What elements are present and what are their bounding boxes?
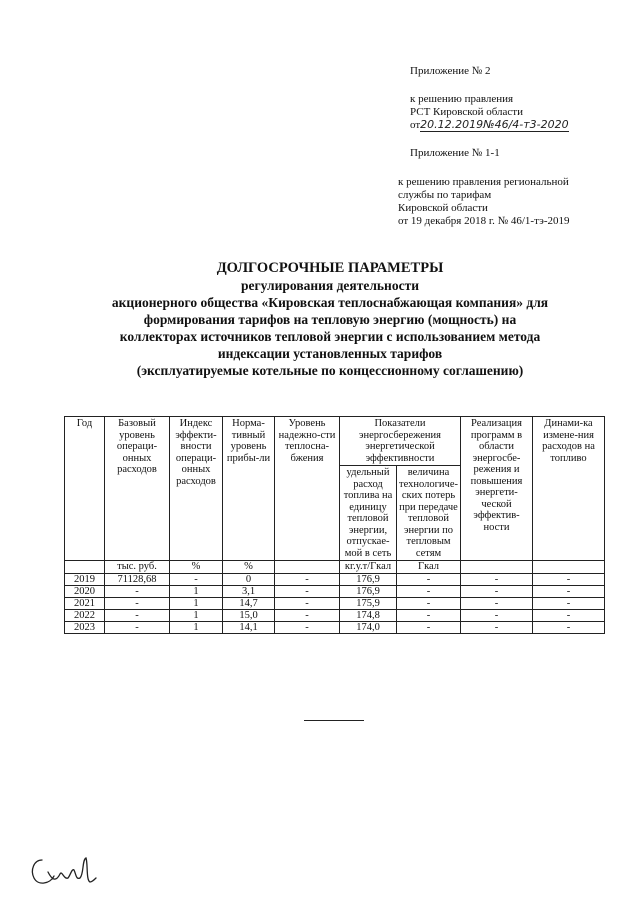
table-row [65,585,605,597]
unit-profit: % [223,561,275,574]
header-fuel-rate: удельный расход топлива на единицу тепловой энергии, отпускае-мой в сеть [340,466,397,561]
cell-dynamics: - [533,597,605,609]
appendix-2-title: Приложение № 2 [410,65,491,77]
appendix-2-date-prefix: от [410,119,421,131]
appendix-1-1-line1: к решению правления региональной [398,176,569,188]
cell-index: 1 [170,621,223,633]
cell-reliability: - [275,621,340,633]
appendix-1-1-title: Приложение № 1-1 [410,147,500,159]
appendix-2-line2: РСТ Кировской области [410,106,523,118]
units-row [65,561,605,574]
cell-year: 2023 [65,621,105,633]
cell-dynamics: - [533,621,605,633]
cell-fuel: 174,0 [340,621,397,633]
cell-profit: 0 [223,573,275,585]
cell-reliability: - [275,609,340,621]
cell-index: 1 [170,585,223,597]
unit-fuel: кг.у.т/Гкал [340,561,397,574]
title-line-6: индексации установленных тарифов [217,346,443,361]
appendix-2-date-line [410,118,569,132]
cell-base: - [105,609,170,621]
header-year: Год [65,417,105,561]
header-profit-level: Норма-тивный уровень прибы-ли [223,417,275,561]
cell-losses: - [397,573,461,585]
document-title [60,260,600,379]
header-losses: величина технологиче-ских потерь при передаче тепловой энергии по тепловым сетям [397,466,461,561]
cell-programs: - [461,585,533,597]
cell-year: 2021 [65,597,105,609]
cell-base: - [105,621,170,633]
title-line-4: формирования тарифов на тепловую энергию (мощность) на [143,312,517,327]
cell-losses: - [397,609,461,621]
header-energy-indicators: Показатели энергосбережения энергетической эффективности [340,417,461,466]
unit-base: тыс. руб. [105,561,170,574]
appendix-2-handwritten-date: 20.12.2019№46/4-т3-2020 [420,118,569,131]
header-base-costs: Базовый уровень операци-онных расходов [105,417,170,561]
cell-fuel: 174,8 [340,609,397,621]
cell-reliability: - [275,597,340,609]
cell-reliability: - [275,585,340,597]
header-programs: Реализация программ в области энергосбе-режения и повышения энергети-ческой эффектив-ности [461,417,533,561]
signature-mark [28,850,98,892]
closing-rule [304,720,364,721]
appendix-1-1-line3: Кировской области [398,202,488,214]
cell-base: - [105,597,170,609]
cell-dynamics: - [533,609,605,621]
cell-base: - [105,585,170,597]
appendix-1-1-line4: от 19 декабря 2018 г. № 46/1-тэ-2019 [398,215,570,227]
header-fuel-dynamics: Динами-ка измене-ния расходов на топливо [533,417,605,561]
cell-index: 1 [170,597,223,609]
cell-dynamics: - [533,573,605,585]
cell-programs: - [461,609,533,621]
title-line-7: (эксплуатируемые котельные по концессионному соглашению) [136,363,524,378]
cell-profit: 14,1 [223,621,275,633]
cell-programs: - [461,597,533,609]
table-row [65,609,605,621]
unit-losses: Гкал [397,561,461,574]
table-row [65,573,605,585]
cell-profit: 15,0 [223,609,275,621]
appendix-1-1-line2: службы по тарифам [398,189,492,201]
cell-reliability: - [275,573,340,585]
cell-fuel: 176,9 [340,585,397,597]
table-row [65,621,605,633]
appendix-2-line1: к решению правления [410,93,514,105]
table-row [65,597,605,609]
cell-year: 2020 [65,585,105,597]
title-line-1: ДОЛГОСРОЧНЫЕ ПАРАМЕТРЫ [216,260,444,276]
cell-fuel: 175,9 [340,597,397,609]
cell-programs: - [461,621,533,633]
cell-losses: - [397,597,461,609]
cell-year: 2019 [65,573,105,585]
cell-losses: - [397,621,461,633]
header-efficiency-index: Индекс эффекти-вности операци-онных расходов [170,417,223,561]
title-line-5: коллекторах источников тепловой энергии с использованием метода [119,329,541,344]
cell-index: - [170,573,223,585]
cell-losses: - [397,585,461,597]
cell-fuel: 176,9 [340,573,397,585]
unit-index: % [170,561,223,574]
cell-programs: - [461,573,533,585]
cell-year: 2022 [65,609,105,621]
cell-profit: 14,7 [223,597,275,609]
cell-base: 71128,68 [105,573,170,585]
cell-profit: 3,1 [223,585,275,597]
cell-index: 1 [170,609,223,621]
header-reliability: Уровень надежно-сти теплосна-бжения [275,417,340,561]
title-line-3: акционерного общества «Кировская теплоснабжающая компания» для [111,295,549,310]
title-line-2: регулирования деятельности [241,278,419,293]
parameters-table [64,416,605,634]
cell-dynamics: - [533,585,605,597]
